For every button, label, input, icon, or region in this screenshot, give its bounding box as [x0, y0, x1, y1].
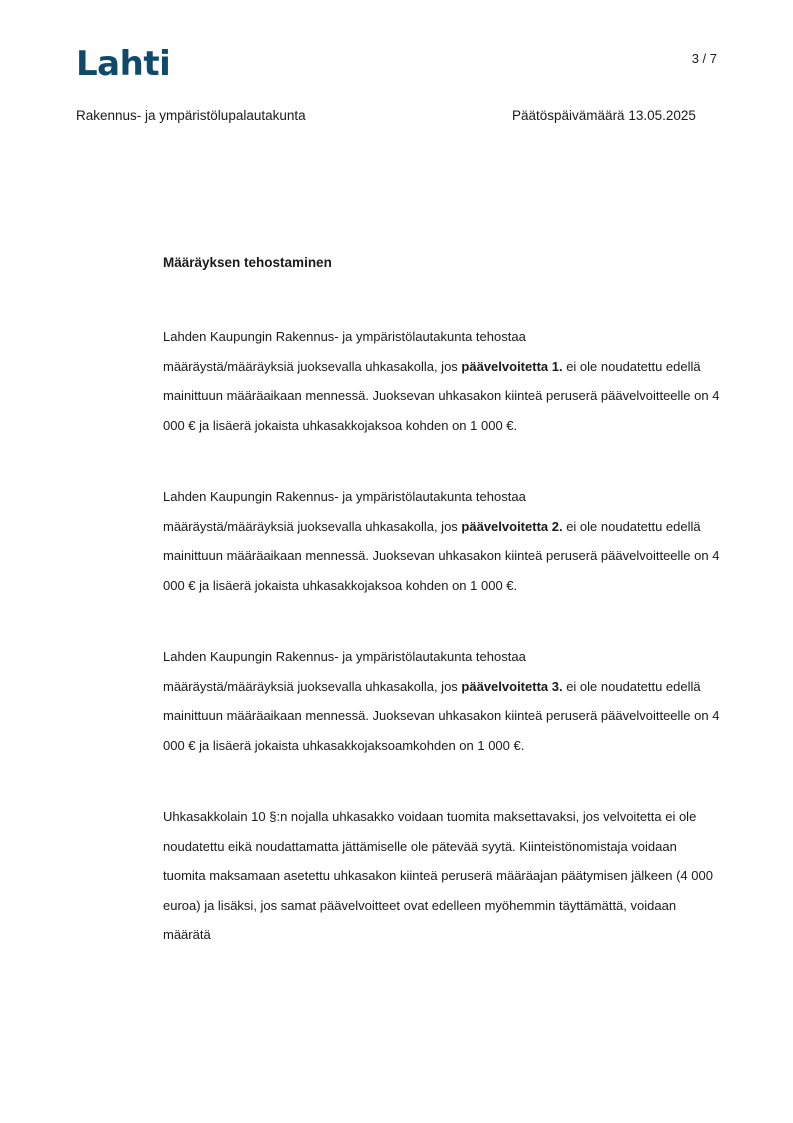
lahti-logo: Lahti [76, 44, 171, 84]
decision-date: Päätöspäivämäärä 13.05.2025 [512, 108, 696, 123]
paragraph-penalty-law: Uhkasakkolain 10 §:n nojalla uhkasakko voidaan tuomita maksettavaksi, jos velvoitetta ei ole noudatettu eikä noudattamatta jättämiselle ole pätevää syytä. Kiinteistönomistaja voidaan tuomita maksamaan asetettu uhkasakon kiinteä peruserä määräajan päätymisen jälkeen (4 000 euroa) ja lisäksi, jos samat päävelvoitteet ovat edelleen myöhemmin täyttämättä, voidaan määrätä [163, 809, 713, 942]
section-title: Määräyksen tehostaminen [163, 255, 332, 270]
paragraph-text: ei ole noudatettu edellä mainittuun määräaikaan mennessä. Juoksevan uhkasakon kiinteä peruserä päävelvoitteelle on 4 000 € ja lisäerä jokaista uhkasakkojaksoamkohden on 1 000 €. [163, 678, 720, 753]
paragraph-obligation-1 [163, 322, 723, 440]
paragraph-text: ei ole noudatettu edellä mainittuun määräaikaan mennessä. Juoksevan uhkasakon kiinteä peruserä päävelvoitteelle on 4 000 € ja lisäerä jokaista uhkasakkojaksoa kohden on 1 000 €. [163, 358, 720, 433]
paragraph-line-1: Lahden Kaupungin Rakennus- ja ympäristölautakunta tehostaa [163, 489, 526, 504]
paragraph-line-1: Lahden Kaupungin Rakennus- ja ympäristölautakunta tehostaa [163, 329, 526, 344]
paragraph-text: määräystä/määräyksiä juoksevalla uhkasakolla, jos [163, 358, 462, 374]
page-number: 3 / 7 [691, 51, 717, 66]
paragraph-obligation-2 [163, 482, 723, 600]
obligation-label: päävelvoitetta 3. [461, 678, 563, 694]
organization-name: Rakennus- ja ympäristölupalautakunta [76, 108, 306, 123]
paragraph-text: määräystä/määräyksiä juoksevalla uhkasakolla, jos [163, 518, 462, 534]
paragraph-obligation-3 [163, 642, 723, 760]
paragraph-text: ei ole noudatettu edellä mainittuun määräaikaan mennessä. Juoksevan uhkasakon kiinteä peruserä päävelvoitteelle on 4 000 € ja lisäerä jokaista uhkasakkojaksoa kohden on 1 000 €. [163, 518, 720, 593]
document-body [163, 253, 723, 950]
obligation-label: päävelvoitetta 1. [461, 358, 563, 374]
paragraph-text: määräystä/määräyksiä juoksevalla uhkasakolla, jos [163, 678, 462, 694]
obligation-label: päävelvoitetta 2. [461, 518, 563, 534]
paragraph-line-1: Lahden Kaupungin Rakennus- ja ympäristölautakunta tehostaa [163, 649, 526, 664]
